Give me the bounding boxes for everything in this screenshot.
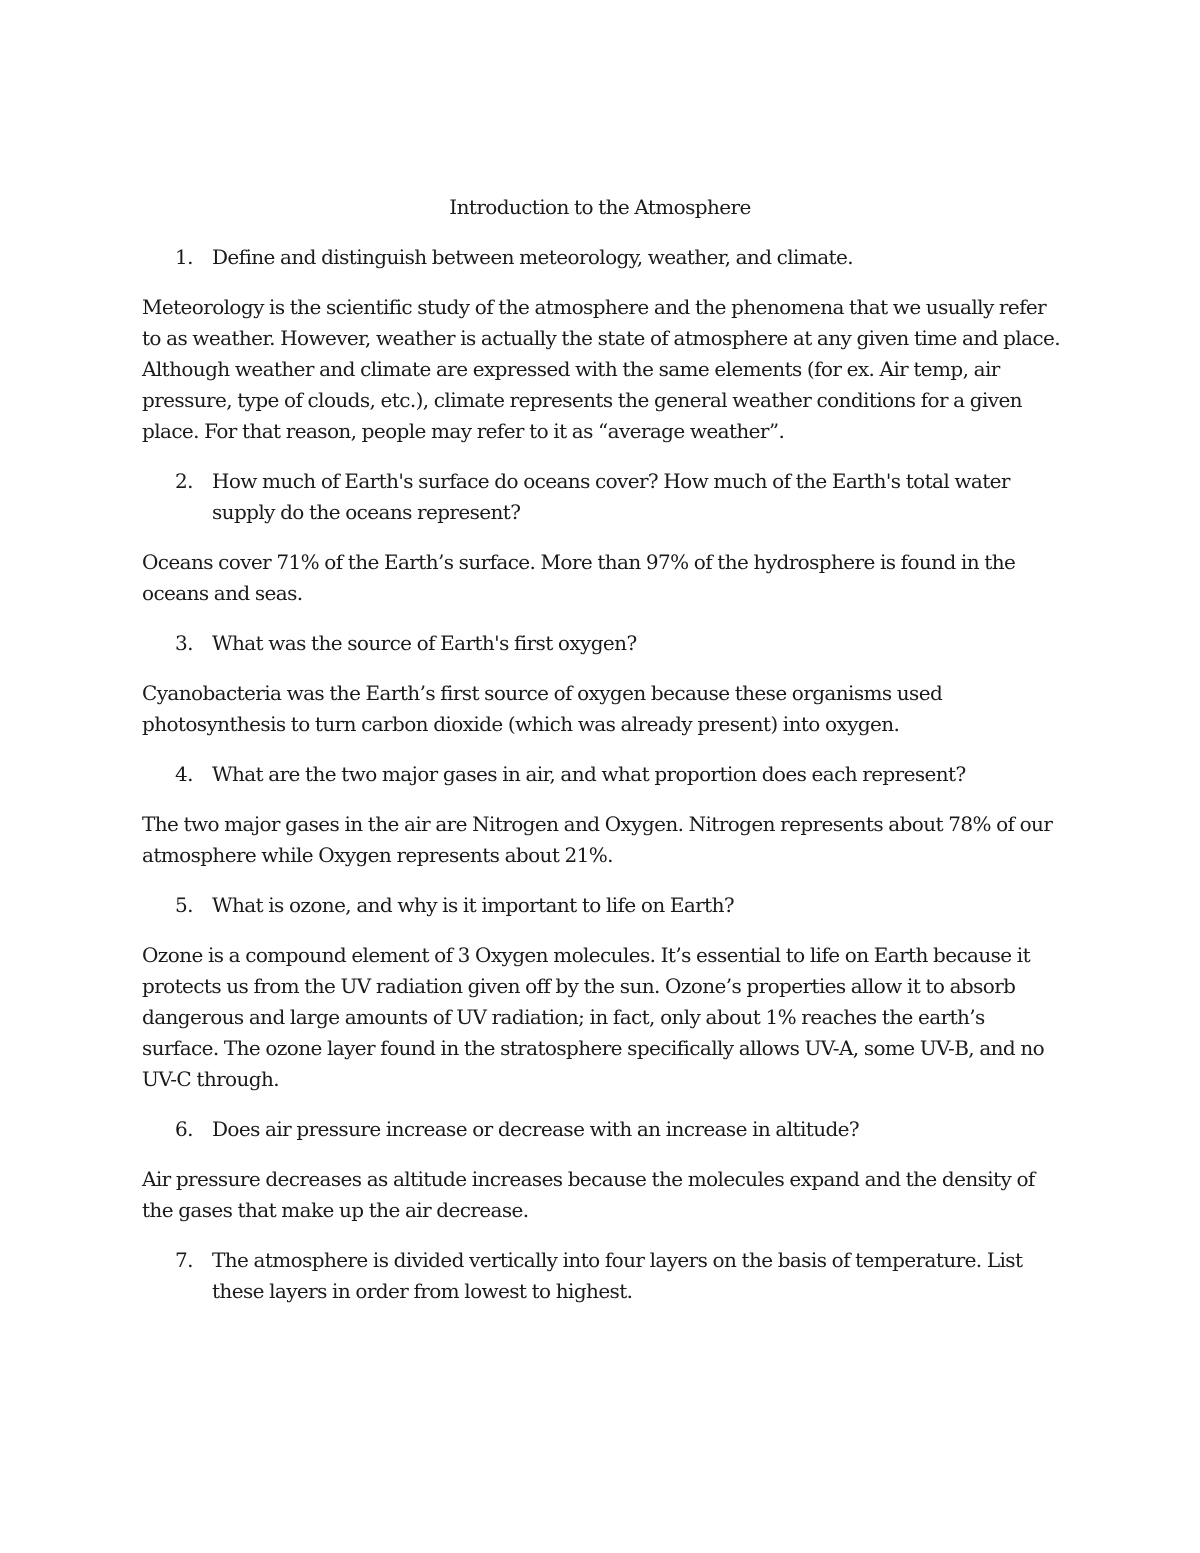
question-text: Does air pressure increase or decrease with an increase in altitude?: [212, 1117, 860, 1141]
question-number: 2.: [175, 469, 193, 493]
question-text: What are the two major gases in air, and what proportion does each represent?: [212, 762, 966, 786]
answer-1: Meteorology is the scientific study of the atmosphere and the phenomena that we usually refer to as weather. However, weather is actually the state of atmosphere at any given time and place. Although weather and climate are expressed with the same elements (for ex. Air temp, air pressure, type of clouds, etc.), climate represents the general weather conditions for a given place. For that reason, people may refer to it as “average weather”.: [142, 295, 1061, 443]
question-number: 5.: [175, 893, 193, 917]
question-text: What was the source of Earth's first oxygen?: [212, 631, 637, 655]
question-number: 4.: [175, 762, 193, 786]
question-number: 6.: [175, 1117, 193, 1141]
question-1: [142, 242, 1062, 273]
question-text: The atmosphere is divided vertically into four layers on the basis of temperature. List these layers in order from lowest to highest.: [212, 1248, 1023, 1303]
document-body: [142, 192, 1062, 1326]
question-3: [142, 628, 1062, 659]
answer-6: Air pressure decreases as altitude increases because the molecules expand and the density of the gases that make up the air decrease.: [142, 1167, 1035, 1222]
question-6: [142, 1114, 1062, 1145]
question-7: [142, 1245, 1062, 1307]
answer-2: Oceans cover 71% of the Earth’s surface. More than 97% of the hydrosphere is found in the oceans and seas.: [142, 550, 1016, 605]
question-4: [142, 759, 1062, 790]
question-2: [142, 466, 1062, 528]
question-5: [142, 890, 1062, 921]
question-text: What is ozone, and why is it important to life on Earth?: [212, 893, 734, 917]
question-text: How much of Earth's surface do oceans cover? How much of the Earth's total water supply do the oceans represent?: [212, 469, 1010, 524]
document-title: Introduction to the Atmosphere: [449, 195, 751, 219]
question-number: 7.: [175, 1248, 193, 1272]
answer-5: Ozone is a compound element of 3 Oxygen molecules. It’s essential to life on Earth because it protects us from the UV radiation given off by the sun. Ozone’s properties allow it to absorb dangerous and large amounts of UV radiation; in fact, only about 1% reaches the earth’s surface. The ozone layer found in the stratosphere specifically allows UV-A, some UV-B, and no UV-C through.: [142, 943, 1045, 1091]
question-text: Define and distinguish between meteorology, weather, and climate.: [212, 245, 853, 269]
question-number: 3.: [175, 631, 193, 655]
question-number: 1.: [175, 245, 193, 269]
answer-3: Cyanobacteria was the Earth’s first source of oxygen because these organisms used photosynthesis to turn carbon dioxide (which was already present) into oxygen.: [142, 681, 943, 736]
answer-4: The two major gases in the air are Nitrogen and Oxygen. Nitrogen represents about 78% of our atmosphere while Oxygen represents about 21%.: [142, 812, 1053, 867]
